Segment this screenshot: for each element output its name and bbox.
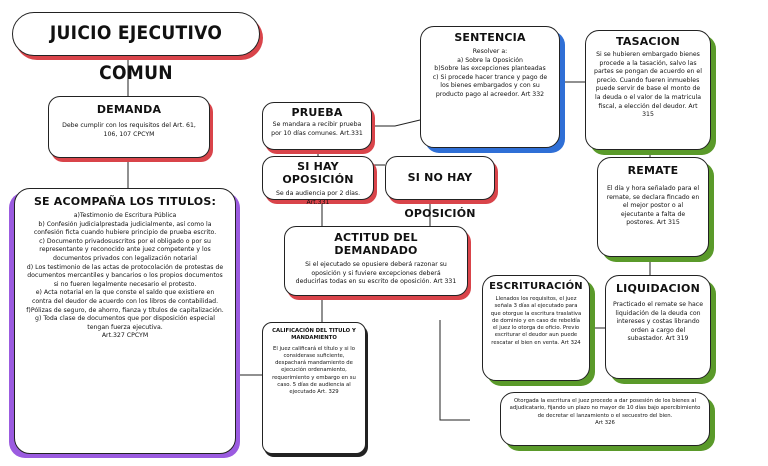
si-hay-heading: SI HAY OPOSICIÓN (282, 160, 354, 186)
remate-heading: REMATE (627, 164, 679, 177)
titulo-ref: Art.327 CPCYM (101, 332, 149, 340)
demanda-body: Debe cumplir con los requisitos del Art. 61, 106, 107 CPCYM (62, 122, 196, 138)
no-hay-heading: SI NO HAY OPOSICIÓN (404, 171, 476, 220)
titulo-item: d) Los testimonio de las actas de protocolación de protestas de documentos mercantiles y bancarios o los propios documentos si no fueren legalmente necesario el protesto. (26, 263, 224, 288)
posesion-ref: Art 326 (595, 419, 615, 426)
liquidacion-body: Practicado el remate se hace liquidación de la deuda con intereses y costas librando orden a cargo del subastador. Art 319 (612, 301, 704, 343)
escrituracion-heading: ESCRITURACIÓN (489, 281, 583, 292)
no-hay-oposicion-box (385, 156, 495, 220)
posesion-body: Otorgada la escritura el juez procede a dar posesión de los bienes al adjudicatario, fijando un plazo no mayor de 10 días bajo apercibimiento de decretar el lanzamiento o el secuestro del bien. (509, 398, 701, 419)
actitud-box (284, 226, 468, 296)
titulo-item: g) Toda clase de documentos que por disposición especial tengan fuerza ejecutiva. (35, 315, 215, 331)
sentencia-line: c) Si procede hacer trance y pago de los bienes embargados y con su producto pago al acreedor. Art 332 (432, 73, 548, 98)
posesion-box (500, 392, 710, 446)
sentencia-heading: SENTENCIA (454, 31, 526, 44)
prueba-box (262, 102, 372, 150)
tasacion-body: Si se hubieren embargado bienes procede a la tasación, salvo las partes se pongan de acuerdo en el precio. Cuando fueren inmuebles puede servir de base el monto de la deuda o el valor de la matricula fiscal, a elección del deudor. Art 315 (594, 51, 702, 119)
titulo-item: f)Pólizas de seguro, de ahorro, fianza y títulos de capitalización. (26, 306, 224, 314)
tasacion-box (585, 30, 711, 150)
titulo-item: b) Confesión judicialprestada judicialmente, así como la confesión ficta cuando hubiere principio de prueba escrito. (33, 220, 217, 237)
titulos-list (25, 212, 225, 341)
actitud-heading: ACTITUD DEL DEMANDADO (334, 231, 418, 257)
demanda-box (48, 96, 210, 158)
calificacion-box (262, 322, 366, 454)
sentencia-line: b)Sobre las excepciones planteadas (434, 65, 546, 73)
titulos-box (14, 188, 236, 454)
sentencia-list (429, 48, 551, 100)
actitud-body: Si el ejecutado se opusiere deberá razonar su oposición y si fuviere excepciones deberá deducirlas todas en su escrito de oposición. Art 331 (295, 261, 457, 286)
sentencia-box (420, 26, 560, 148)
diagram-title: JUICIO EJECUTIVO COMUN (49, 22, 223, 84)
liquidacion-heading: LIQUIDACION (615, 282, 701, 295)
calificacion-body: El juez calificará el título y si lo considerase suficiente, despachará mandamiento de ejecución ordenamiento, requerimiento y embargo en su caso. 5 días de audiencia al ejecutado Art. 329 (272, 345, 356, 396)
escrituracion-body: Llenados los requisitos, el juez señala 3 días al ejecutado para que otorgue la escritura traslativa de dominio y en caso de rebeldía el juez lo otorga de oficio. Previo escriturar el deudor aun puede rescatar el bien en venta. Art 324 (490, 296, 582, 346)
escrituracion-box (482, 275, 590, 381)
sentencia-line: Resolver a: (472, 48, 508, 55)
calificacion-heading: CALIFICACIÓN DEL TITULO Y MANDAMIENTO (272, 328, 356, 342)
sentencia-line: a) Sobre la Oposición (457, 56, 523, 64)
tasacion-heading: TASACION (616, 35, 680, 48)
remate-box (597, 157, 709, 257)
titulo-item: e) Acta notarial en la que conste el saldo que existiere en contra del deudor de acuerdo con los libros de contabilidad. (31, 289, 219, 305)
prueba-body: Se mandara a recibir prueba por 10 días comunes. Art.331 (271, 121, 363, 137)
si-hay-body: Se da audiencia por 2 días. Art.331 (275, 190, 361, 206)
liquidacion-box (605, 275, 711, 379)
titulo-item: a)Testimonio de Escritura Pública (73, 212, 177, 219)
titulos-heading: SE ACOMPAÑA LOS TITULOS: (33, 195, 217, 208)
titulo-item: c) Documento privadosuscritos por el obligado o por su representante y reconocido ante juez competente y los documentos privados con legalización notarial (39, 237, 211, 262)
title-box (12, 12, 260, 84)
remate-body: El día y hora señalado para el remate, se declara fincado en el mejor postor o al ejecutante a falta de postores. Art 315 (606, 185, 700, 227)
demanda-heading: DEMANDA (96, 103, 162, 116)
si-hay-oposicion-box (262, 156, 374, 206)
prueba-heading: PRUEBA (291, 106, 343, 119)
